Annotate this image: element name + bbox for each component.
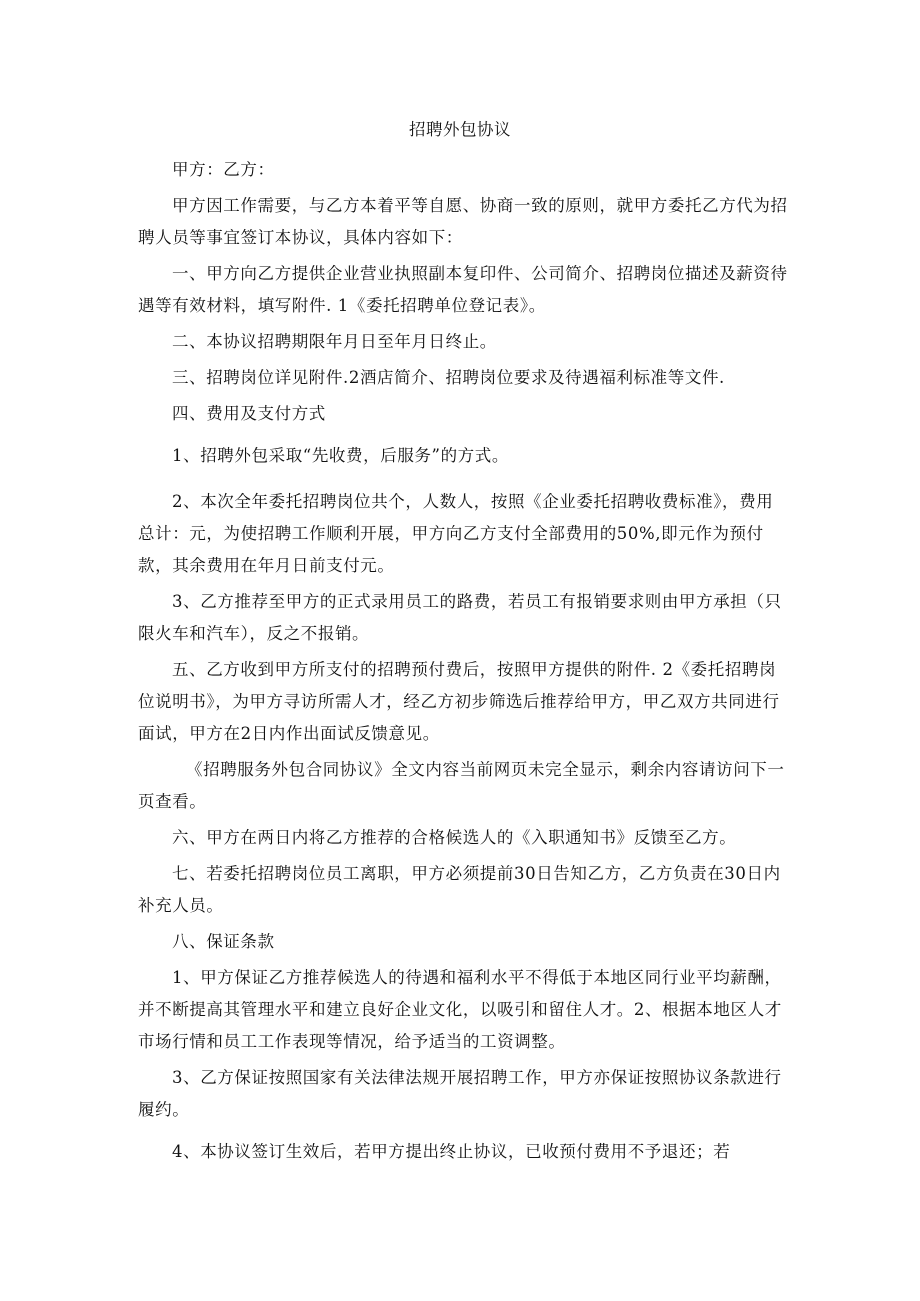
intro-paragraph: 甲方因工作需要，与乙方本着平等自愿、协商一致的原则，就甲方委托乙方代为招聘人员等事宜签订本协议，具体内容如下： <box>138 196 788 247</box>
truncation-notice: 《招聘服务外包合同协议》全文内容当前网页未完全显示，剩余内容请访问下一页查看。 <box>138 760 785 811</box>
clause-4-item-3: 3、乙方推荐至甲方的正式录用员工的路费，若员工有报销要求则由甲方承担（只限火车和汽车），反之不报销。 <box>138 592 782 643</box>
parties-line: 甲方：乙方： <box>172 160 275 179</box>
clause-1: 一、甲方向乙方提供企业营业执照副本复印件、公司简介、招聘岗位描述及薪资待遇等有效材料，填写附件. 1《委托招聘单位登记表》。 <box>138 264 788 315</box>
clause-8-heading: 八、保证条款 <box>172 932 275 951</box>
clause-4-item-2: 2、本次全年委托招聘岗位共个，人数人，按照《企业委托招聘收费标准》，费用总计：元，为使招聘工作顺利开展，甲方向乙方支付全部费用的50%,即元作为预付款，其余费用在年月日前支付元。 <box>138 492 774 575</box>
clause-8-item-4: 4、本协议签订生效后，若甲方提出终止协议，已收预付费用不予退还；若 <box>172 1142 731 1161</box>
clause-4-heading: 四、费用及支付方式 <box>172 404 326 423</box>
document-body <box>138 150 790 1168</box>
clause-7: 七、若委托招聘岗位员工离职，甲方必须提前30日告知乙方，乙方负责在30日内补充人员。 <box>138 864 781 915</box>
clause-4-item-1: 1、招聘外包采取“先收费，后服务”的方式。 <box>172 446 509 465</box>
clause-6: 六、甲方在两日内将乙方推荐的合格候选人的《入职通知书》反馈至乙方。 <box>172 828 737 847</box>
clause-3: 三、招聘岗位详见附件.2酒店简介、招聘岗位要求及待遇福利标准等文件. <box>172 368 725 387</box>
document-title: 招聘外包协议 <box>409 120 511 139</box>
clause-2: 二、本协议招聘期限年月日至年月日终止。 <box>172 332 497 351</box>
clause-8-item-1: 1、甲方保证乙方推荐候选人的待遇和福利水平不得低于本地区同行业平均薪酬，并不断提高其管理水平和建立良好企业文化，以吸引和留住人才。2、根据本地区人才市场行情和员工工作表现等情况，给予适当的工资调整。 <box>138 968 782 1051</box>
clause-5: 五、乙方收到甲方所支付的招聘预付费后，按照甲方提供的附件. 2《委托招聘岗位说明书》，为甲方寻访所需人才，经乙方初步筛选后推荐给甲方，甲乙双方共同进行面试，甲方在2日内作出面试反馈意见。 <box>138 660 780 743</box>
clause-8-item-3: 3、乙方保证按照国家有关法律法规开展招聘工作，甲方亦保证按照协议条款进行履约。 <box>138 1068 782 1119</box>
